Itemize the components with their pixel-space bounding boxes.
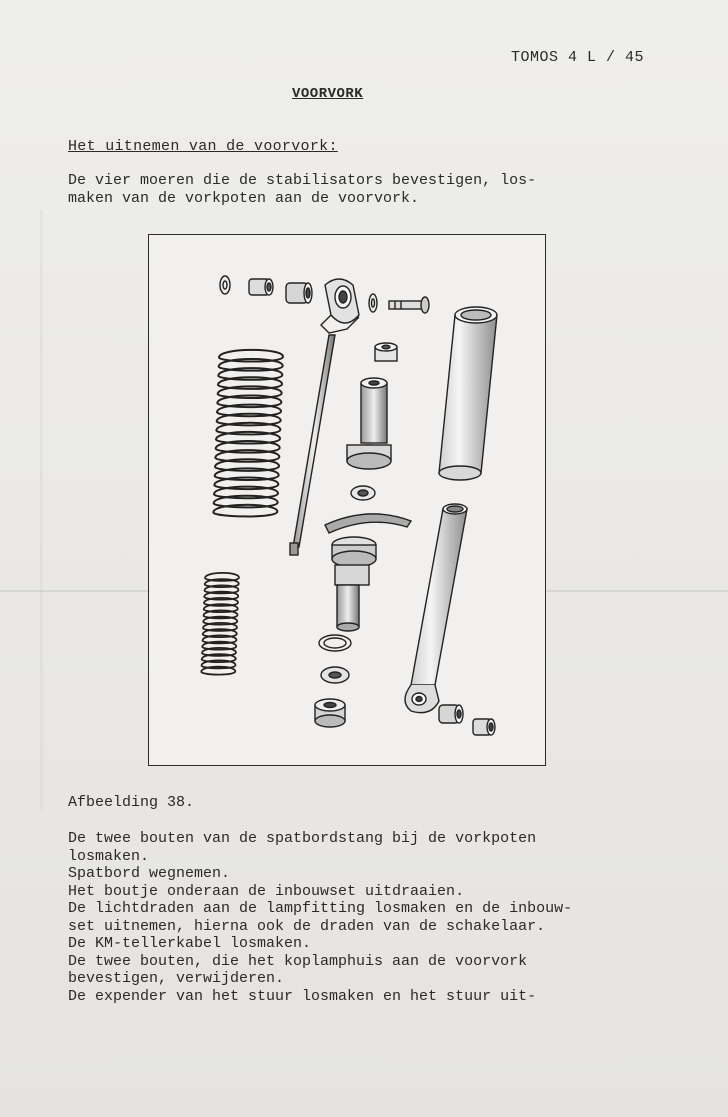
nut-bottom <box>315 699 345 727</box>
section-title: VOORVORK <box>292 86 364 102</box>
instruction-line: Spatbord wegnemen. <box>68 865 231 882</box>
instruction-line: set uitnemen, hierna ook de draden van de schakelaar. <box>68 917 546 935</box>
section-subtitle: Het uitnemen van de voorvork: <box>68 138 338 155</box>
instruction-line: Het boutje onderaan de inbouwset uitdraaien. <box>68 882 465 900</box>
upper-tube <box>439 307 497 480</box>
instruction-line: bevestigen, verwijderen. <box>68 970 285 987</box>
lower-spring <box>201 573 239 675</box>
fork-parts-drawing <box>149 235 545 765</box>
exploded-fork-illustration <box>148 234 546 766</box>
page-shadow <box>40 210 43 810</box>
intro-paragraph: De vier moeren die de stabilisators bevestigen, los- maken van de vorkpoten aan de voorvork. <box>68 172 537 207</box>
washer-bottom <box>321 667 349 683</box>
bushing-bottom-2 <box>473 719 495 735</box>
lower-valve <box>332 537 376 631</box>
instruction-line: De lichtdraden aan de lampfitting losmaken en de inbouw- <box>68 900 573 917</box>
instruction-line: De twee bouten, die het koplamphuis aan de voorvork <box>68 952 528 970</box>
bushing-top-2 <box>286 283 312 303</box>
o-ring <box>319 635 351 651</box>
page-reference: TOMOS 4 L / 45 <box>510 49 644 66</box>
main-spring <box>213 350 283 517</box>
washer-small-top <box>220 276 230 294</box>
bolt-top <box>389 297 429 313</box>
instruction-line: De twee bouten van de spatbordstang bij de vorkpoten <box>68 830 537 847</box>
instruction-list <box>68 830 668 1005</box>
instruction-line: losmaken. <box>68 847 150 865</box>
damper-rod <box>290 335 335 555</box>
instruction-line: De expender van het stuur losmaken en het stuur uit- <box>68 987 537 1005</box>
fork-eye-top <box>321 279 359 333</box>
small-nut <box>375 343 397 361</box>
washer-middle <box>351 486 375 500</box>
curved-clip <box>325 514 411 533</box>
bushing-top-1 <box>249 279 273 295</box>
instruction-line: De KM-tellerkabel losmaken. <box>68 935 312 952</box>
washer-small-right <box>369 294 377 312</box>
bushing-bottom-1 <box>439 705 463 723</box>
figure-caption: Afbeelding 38. <box>68 794 195 811</box>
damper-body <box>347 378 391 469</box>
lower-slider-tube <box>405 504 467 713</box>
